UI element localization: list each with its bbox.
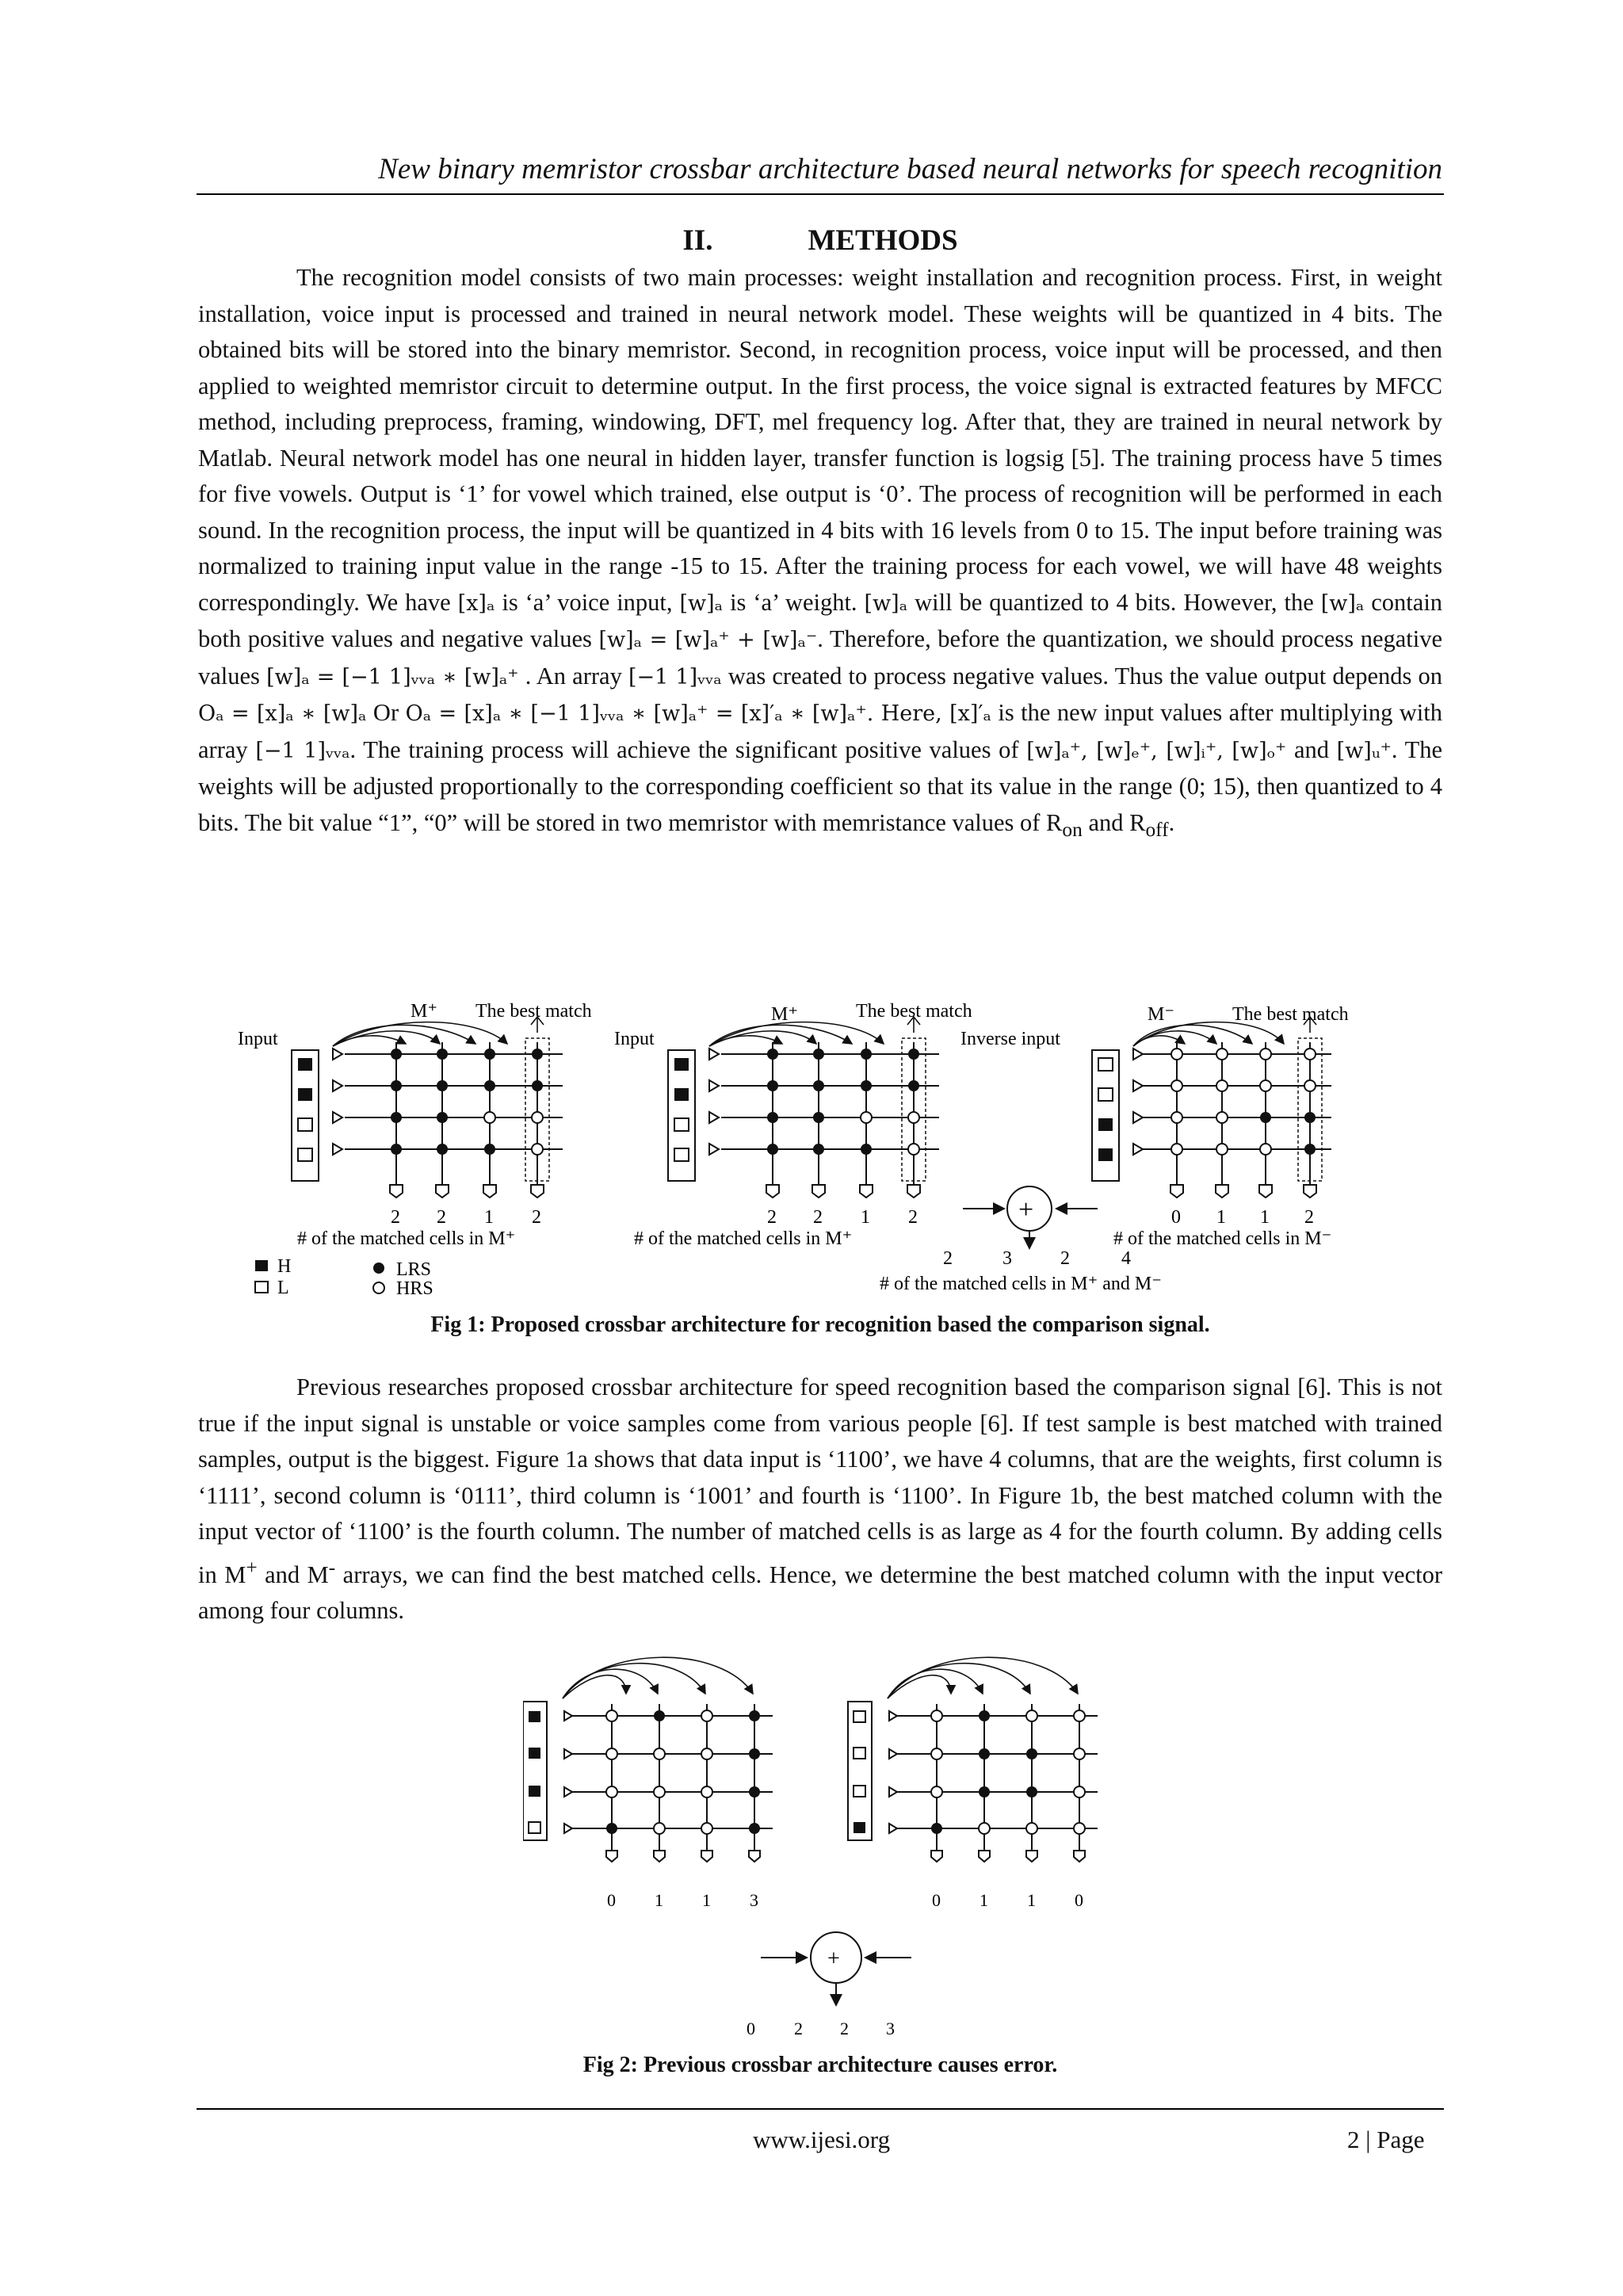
fig1-sum-2: 2 [1060,1248,1070,1269]
footer-page-number: 2 | Page [1347,2126,1425,2153]
svg-text:0: 0 [1075,1890,1083,1910]
svg-text:0: 0 [607,1890,616,1910]
section-title: METHODS [808,224,958,257]
svg-text:Inverse input: Inverse input [960,1029,1060,1049]
footer-rule [197,2108,1444,2110]
fig2-adder [761,1932,911,2005]
svg-text:0: 0 [747,2019,755,2038]
svg-text:2: 2 [813,1207,823,1228]
svg-text:1: 1 [861,1207,870,1228]
svg-text:1: 1 [484,1207,494,1228]
fig1-legend [255,1256,433,1299]
header-rule [197,193,1444,195]
svg-text:2: 2 [391,1207,400,1228]
figure-1 [230,995,1403,1304]
svg-text:Input: Input [614,1029,655,1049]
panel-a-m-label: M⁺ [411,1001,438,1022]
fig2-left-array [523,1657,773,1910]
svg-text:HRS: HRS [396,1278,433,1299]
svg-text:1: 1 [980,1890,988,1910]
svg-text:# of the matched cells in M⁻: # of the matched cells in M⁻ [1113,1228,1332,1249]
previous-research-paragraph: Previous researches proposed crossbar architecture for speed recognition based the comparison signal [6]. This is not true if the input signal is unstable or voice samples come from various people [6]. If test sample is best matched with trained samples, output is the biggest. Figure 1a shows that data input is ‘1100’, we have 4 columns, that are the weights, first column is ‘1111’, second column is ‘0111’, third column is ‘1001’ and fourth is ‘1100’. In Figure 1b, the best matched column with the input vector of ‘1100’ is the fourth column. The number of matched cells is as large as 4 for the fourth column. By adding cells in M+ and M- arrays, we can find the best matched cells. Hence, we determine the best matched column with the input vector among four columns. [198,1373,1442,1625]
fig2-right-array [848,1657,1098,1910]
svg-text:1: 1 [1260,1207,1270,1228]
svg-text:1: 1 [1027,1890,1036,1910]
panel-a-best-match: The best match [475,1001,592,1022]
svg-text:2: 2 [767,1207,777,1228]
fig1-sum-1: 3 [1002,1248,1012,1269]
svg-text:0: 0 [932,1890,941,1910]
running-header: New binary memristor crossbar architecture based neural networks for speech recognition [378,153,1442,185]
panel-a-count-label: # of the matched cells in M⁺ [297,1228,516,1249]
fig2-caption: Fig 2: Previous crossbar architecture causes error. [582,2053,1058,2077]
methods-paragraph: The recognition model consists of two main processes: weight installation and recognition process. First, in weight installation, voice input is processed and trained in neural network model. These weights will be quantized in 4 bits. The obtained bits will be stored into the binary memristor. Second, in recognition process, voice input will be processed, and then applied to weighted memristor circuit to determine output. In the first process, the voice signal is extracted features by MFCC method, including preprocess, framing, windowing, DFT, mel frequency log. After that, they are trained in neural network by Matlab. Neural network model has one neural in hidden layer, transfer function is logsig [5]. The training process have 5 times for five vowels. Output is ‘1’ for vowel which trained, else output is ‘0’. The process of recognition will be performed in each sound. In the recognition process, the input will be quantized in 4 bits with 16 levels from 0 to 15. The input before training was normalized to training input value in the range -15 to 15. After the training process for each vowel, we will have 48 weights correspondingly. We have [x]ₐ is ‘a’ voice input, [w]ₐ is ‘a’ weight. [w]ₐ will be quantized to 4 bits. However, the [w]ₐ contain both positive values and negative values [w]ₐ = [w]ₐ⁺ + [w]ₐ⁻. Therefore, before the quantization, we should process negative values [w]ₐ = [−1 1]ᵥᵥₐ ∗ [w]ₐ⁺ . An array [−1 1]ᵥᵥₐ was created to process negative values. Thus the value output depends on Oₐ = [x]ₐ ∗ [w]ₐ Or Oₐ = [x]ₐ ∗ [−1 1]ᵥᵥₐ ∗ [w]ₐ⁺ = [x]′ₐ ∗ [w]ₐ⁺. Here, [x]′ₐ is the new input values after multiplying with array [−1 1]ᵥᵥₐ. The training process will achieve the significant positive values of [w]ₐ⁺, [w]ₑ⁺, [w]ᵢ⁺, [w]ₒ⁺ and [w]ᵤ⁺. The weights will be adjusted proportionally to the corresponding coefficient so that its value in the range (0; 15), then quantized to 4 bits. The bit value “1”, “0” will be stored in two memristor with memristance values of $R_{on}$ and $R_{off}$. [198,264,1443,841]
svg-text:2: 2 [794,2019,803,2038]
svg-text:The best match: The best match [856,1001,972,1022]
section-number: II. [682,224,713,257]
fig1-panel-a [238,1001,592,1249]
svg-text:2: 2 [908,1207,918,1228]
panel-a-input-label: Input [238,1029,278,1049]
svg-text:2: 2 [1304,1207,1314,1228]
svg-text:3: 3 [750,1890,758,1910]
fig1-caption: Fig 1: Proposed crossbar architecture for recognition based the comparison signal. [430,1312,1210,1337]
section-heading [197,223,1444,258]
fig1-adder-symbol: + [1018,1195,1034,1224]
svg-text:L: L [277,1278,289,1298]
svg-text:M⁺: M⁺ [771,1004,799,1025]
svg-text:0: 0 [1171,1207,1181,1228]
svg-text:The best match: The best match [1232,1004,1349,1025]
svg-text:# of the matched cells in M⁺: # of the matched cells in M⁺ [634,1228,853,1249]
svg-text:1: 1 [1216,1207,1226,1228]
svg-text:1: 1 [702,1890,711,1910]
fig1-sum-label: # of the matched cells in M⁺ and M⁻ [880,1274,1162,1294]
fig1-sum-0: 2 [943,1248,953,1269]
footer-site: www.ijesi.org [753,2126,891,2153]
svg-text:H: H [277,1256,292,1277]
svg-text:M⁻: M⁻ [1148,1004,1175,1025]
svg-text:2: 2 [437,1207,446,1228]
svg-text:3: 3 [886,2019,895,2038]
svg-text:2: 2 [532,1207,541,1228]
figure-2 [523,1645,1125,2041]
svg-text:+: + [827,1946,840,1971]
svg-text:LRS: LRS [396,1259,432,1280]
svg-text:1: 1 [655,1890,663,1910]
svg-text:2: 2 [840,2019,849,2038]
fig1-sum-3: 4 [1121,1248,1131,1269]
